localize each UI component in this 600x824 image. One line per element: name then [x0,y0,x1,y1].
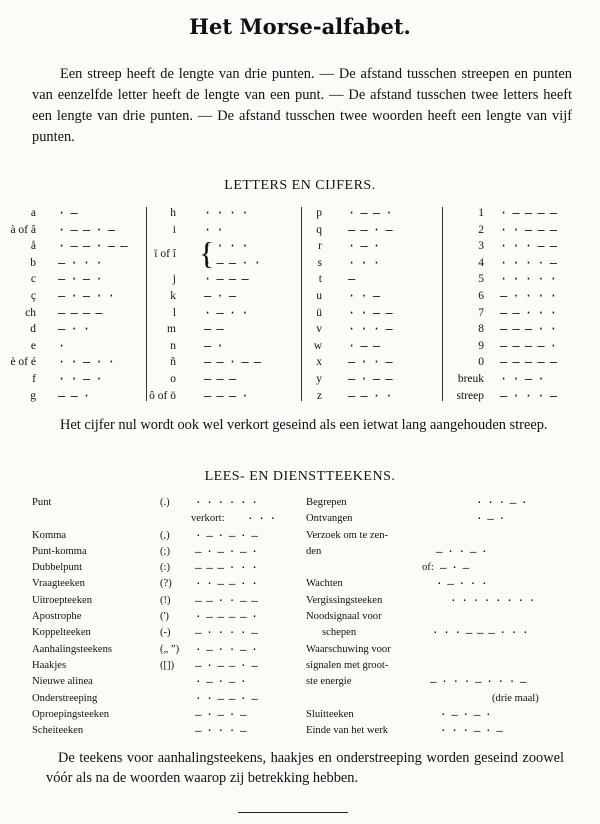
code-row [0,238,150,255]
code-row [148,288,298,305]
sign-name: Oproepingsteeken [32,708,110,720]
code-row [0,288,150,305]
code-row [300,288,450,305]
sign-row [32,528,332,544]
morse-code: — — — — — [500,355,557,370]
code-row [444,255,594,272]
sign-symbol: (?) [160,578,172,590]
letters-column-3 [300,205,450,404]
code-row [148,388,298,405]
repeat-note: (drie maal) [492,692,539,704]
sign-name: Onderstreeping [32,692,98,704]
character: r [318,240,322,253]
morse-code: · · [204,222,223,237]
character: a [30,207,36,219]
morse-code: · · — [348,288,380,303]
code-row [148,205,298,222]
sign-row [306,625,566,641]
sign-name: Begrepen [306,497,347,508]
code-row [148,222,298,239]
character: 1 [478,207,484,219]
morse-code: — · — · · [58,288,115,303]
code-row [300,305,450,322]
sign-symbol: (:) [160,562,170,574]
morse-code: · · · [247,512,276,526]
sign-name: Punt [32,497,52,508]
character: v [316,323,322,336]
closing-paragraph: De teekens voor aanhalingsteekens, haakjes en onderstreeping worden geseind zoowel vóór als na de woorden waarop zij betrekking hebben. [46,750,564,786]
code-row [444,271,594,288]
character: d [30,323,36,336]
morse-code: · · — · [500,371,544,386]
morse-code: — · · · · [500,288,557,303]
code-row [300,222,450,239]
sign-row [32,609,332,625]
morse-code: · · · — — [500,239,557,254]
sign-row [32,658,332,674]
character: ch [25,306,36,319]
sign-row [306,674,566,690]
morse-code: — [348,272,355,287]
code-row [444,354,594,371]
character: b [30,256,36,269]
morse-code: — — — [204,371,236,386]
code-row [300,388,450,405]
code-row [0,205,150,222]
character: s [317,256,322,269]
morse-code: · [58,338,65,353]
morse-code: — · — — [348,371,392,386]
sign-name: Komma [32,529,67,541]
morse-code: — · · · — [500,388,557,403]
sign-row [32,723,332,739]
code-row [444,321,594,338]
code-row [0,305,150,322]
character: à of â [10,223,36,236]
morse-code: — · — · — · [195,544,257,558]
code-row [0,321,150,338]
character: e [30,339,36,352]
signs-right-list [306,495,566,739]
morse-code: — · · — · [436,544,487,558]
morse-code: · · — · · [58,355,115,370]
character: q [316,223,322,236]
morse-code: — — · — — [204,355,261,370]
morse-code: · · · — · — [440,724,502,738]
sign-row [306,642,566,658]
code-row [0,255,150,272]
column-divider [442,207,443,401]
character: breuk [457,372,484,385]
morse-code: · — [58,206,77,220]
character: å [30,240,36,253]
morse-code: · · · · · · · · [450,593,535,607]
morse-code: — — — · · [500,322,557,337]
character: k [170,289,176,302]
code-row [300,205,450,222]
morse-code: · — · — · [440,707,491,721]
column-divider [146,207,147,401]
character: m [167,323,176,336]
character: u [316,289,322,302]
sign-row [306,544,566,560]
sign-name: Apostrophe [32,611,82,623]
character: p [316,207,322,219]
morse-code: — · — · [58,272,102,287]
character: 0 [478,356,484,369]
sign-symbol: (!) [160,594,171,606]
morse-code: — — — · [204,388,248,403]
numbers-column [444,205,594,404]
morse-code: — · [204,338,223,353]
sign-row [32,691,332,707]
sign-row [306,707,566,723]
sign-name: Uitroepteeken [32,594,93,606]
code-row [148,271,298,288]
code-row [148,238,298,261]
sign-row [306,609,566,625]
sign-name: den [306,545,322,557]
page-title: Het Morse-alfabet. [189,14,411,39]
sign-variant-label: verkort: [191,513,225,525]
character: c [30,273,36,286]
morse-code: · · · [348,255,380,270]
sign-name: Einde van het werk [306,725,389,737]
sign-row [32,593,332,609]
character: t [318,273,322,286]
sign-row [306,560,566,576]
character: ü [316,306,322,319]
character: h [170,207,176,219]
morse-code: · — — · — — [58,239,127,254]
code-row [444,205,594,222]
morse-code: · · — — · · [195,577,257,591]
code-row [300,238,450,255]
sign-row [32,495,332,511]
code-row [148,305,298,322]
code-row [0,371,150,388]
morse-code: — · · — [348,355,392,370]
morse-code: — — — · · · [195,561,257,575]
morse-code: — · · [58,322,90,337]
sign-name: Vergissingsteeken [306,594,383,606]
code-row [444,288,594,305]
code-row [300,354,450,371]
sign-row [306,576,566,592]
code-row [300,371,450,388]
morse-code: — · — [440,561,469,575]
character: 2 [478,223,484,236]
morse-code: · — · · — · [195,642,257,656]
morse-code: — · · · · — [195,626,257,640]
morse-code: — — [204,322,223,337]
morse-code: · · · — · [476,496,527,509]
sign-name: Nieuwe alinea [32,676,93,688]
morse-code: — · · · — · · · — [430,675,526,689]
sign-row [306,723,566,739]
character: i [172,223,176,236]
sign-row [306,528,566,544]
sign-row [32,511,332,527]
code-row [0,354,150,371]
character: 5 [478,273,484,286]
morse-code: — · — — · — [195,658,257,672]
character: è of é [10,356,36,369]
code-row [444,338,594,355]
morse-code: · — · — · — [195,528,257,542]
sign-symbol: ([]) [160,659,175,671]
morse-code: · · · · · · [195,496,257,509]
sign-row [306,511,566,527]
morse-code: · · — — — [500,222,557,237]
character: 9 [478,339,484,352]
letters-column-2 [148,205,298,404]
morse-code: — — · — [348,222,392,237]
morse-code: · · · · — [500,255,557,270]
morse-code: · · · · · [500,272,557,287]
sign-name: Haakjes [32,659,67,671]
morse-code: · — — · [348,206,392,220]
character: z [316,389,322,402]
morse-code: — — — — · [500,338,557,353]
character: ï of î [154,248,176,261]
morse-code: · — · · · [436,577,487,591]
character: j [172,273,176,286]
code-row [148,321,298,338]
character: ñ [170,356,176,369]
code-row [0,338,150,355]
sign-row [32,707,332,723]
code-row [0,388,150,405]
sign-name: Vraagteeken [32,578,85,590]
morse-code: · · — — [348,305,392,320]
morse-code: · — · [476,512,505,526]
brace-icon: { [199,235,215,271]
sign-row [32,625,332,641]
code-row [0,222,150,239]
character: 8 [478,323,484,336]
morse-code: · · · — — — · · · [432,626,528,640]
code-row [148,338,298,355]
sign-name: Scheiteeken [32,725,84,737]
morse-code: · — — — — [500,206,557,220]
sign-variant-label: of: [422,562,434,574]
sign-row [32,674,332,690]
morse-code: — — · [58,388,90,403]
character: 7 [478,306,484,319]
character: 6 [478,289,484,302]
sign-row [306,658,566,674]
code-row [148,255,298,272]
sign-symbol: („ ”) [160,643,180,655]
character: w [313,339,322,352]
morse-code: — · — · — [195,707,246,721]
morse-code: · — · [348,239,380,254]
character: ô of ö [149,389,176,402]
morse-code: · — — · — [58,222,115,237]
morse-code: — — · · — — [195,593,257,607]
morse-code: · · · · [204,239,248,254]
morse-code: · · — · [58,371,102,386]
morse-code: — · · · [58,255,102,270]
morse-code: · · · — [348,322,392,337]
morse-code: · · — — · — [195,691,257,705]
morse-code: · — — — [204,272,248,287]
morse-code: · — · · [204,305,248,320]
character: streep [456,389,484,402]
letters-column-1 [0,205,150,404]
sign-name: schepen [322,627,357,639]
morse-code: · — — · · [204,255,261,270]
code-row [444,222,594,239]
sign-name: Koppelteeken [32,627,91,639]
sign-row [32,576,332,592]
code-row [444,388,594,405]
code-row [148,354,298,371]
sign-symbol: (.) [160,497,170,508]
sign-row [306,593,566,609]
character: 4 [478,256,484,269]
sign-symbol: (;) [160,545,170,557]
sign-symbol: (') [160,611,169,623]
sign-name: ste energie [306,676,352,688]
character: l [172,306,176,319]
morse-code: — — · · [348,388,392,403]
sign-row [32,544,332,560]
code-row [300,338,450,355]
character: n [170,339,176,352]
zero-note: Het cijfer nul wordt ook wel verkort geseind als een ietwat lang aangehouden streep. [60,417,548,433]
end-rule [238,812,348,813]
code-row [444,371,594,388]
sign-name: Sluitteeken [306,708,354,720]
morse-code: — · · · — [195,724,246,738]
morse-code: — · — [204,288,236,303]
code-row [444,238,594,255]
intro-paragraph: Een streep heeft de lengte van drie punten. — De afstand tusschen streepen en punten van eenzelfde letter heeft de lengte van een punt. — De afstand tusschen twee letters heeft een lengte van drie punten. — De afstand tusschen twee woorden heeft een lengte van vijf punten. [32,66,572,145]
sign-name: Waarschuwing voor [306,643,391,655]
sign-row [306,495,566,511]
sign-name: Wachten [306,578,343,590]
sign-name: signalen met groot- [306,659,389,671]
sign-symbol: (-) [160,627,171,639]
sign-row [32,560,332,576]
morse-code: · — — [348,338,380,353]
morse-code: · — · — · [195,675,246,689]
sign-name: Verzoek om te zen- [306,529,389,541]
signs-heading: LEES- EN DIENSTTEEKENS. [204,469,396,484]
sign-row [32,642,332,658]
character: 3 [478,240,484,253]
morse-code: — — — — [58,305,102,320]
sign-name: Dubbelpunt [32,562,83,574]
character: y [316,372,322,385]
sign-name: Noodsignaal voor [306,611,382,623]
character: f [32,372,36,385]
morse-code: — — · · · [500,305,557,320]
sign-name: Aanhalingsteekens [32,643,113,655]
sign-name: Ontvangen [306,513,353,525]
code-row [444,305,594,322]
code-row [148,371,298,388]
character: x [316,356,322,369]
signs-left-list [32,495,332,739]
code-row [300,271,450,288]
morse-code: · · · · [204,206,248,220]
code-row [0,271,150,288]
character: ç [30,289,36,302]
code-row [300,321,450,338]
sign-name: Punt-komma [32,545,87,557]
character: g [30,389,36,402]
character: o [170,372,176,385]
code-row [300,255,450,272]
sign-symbol: (,) [160,529,170,541]
letters-heading: LETTERS EN CIJFERS. [224,178,376,193]
sign-row [306,691,566,707]
morse-code: · — — — — · [195,610,257,624]
